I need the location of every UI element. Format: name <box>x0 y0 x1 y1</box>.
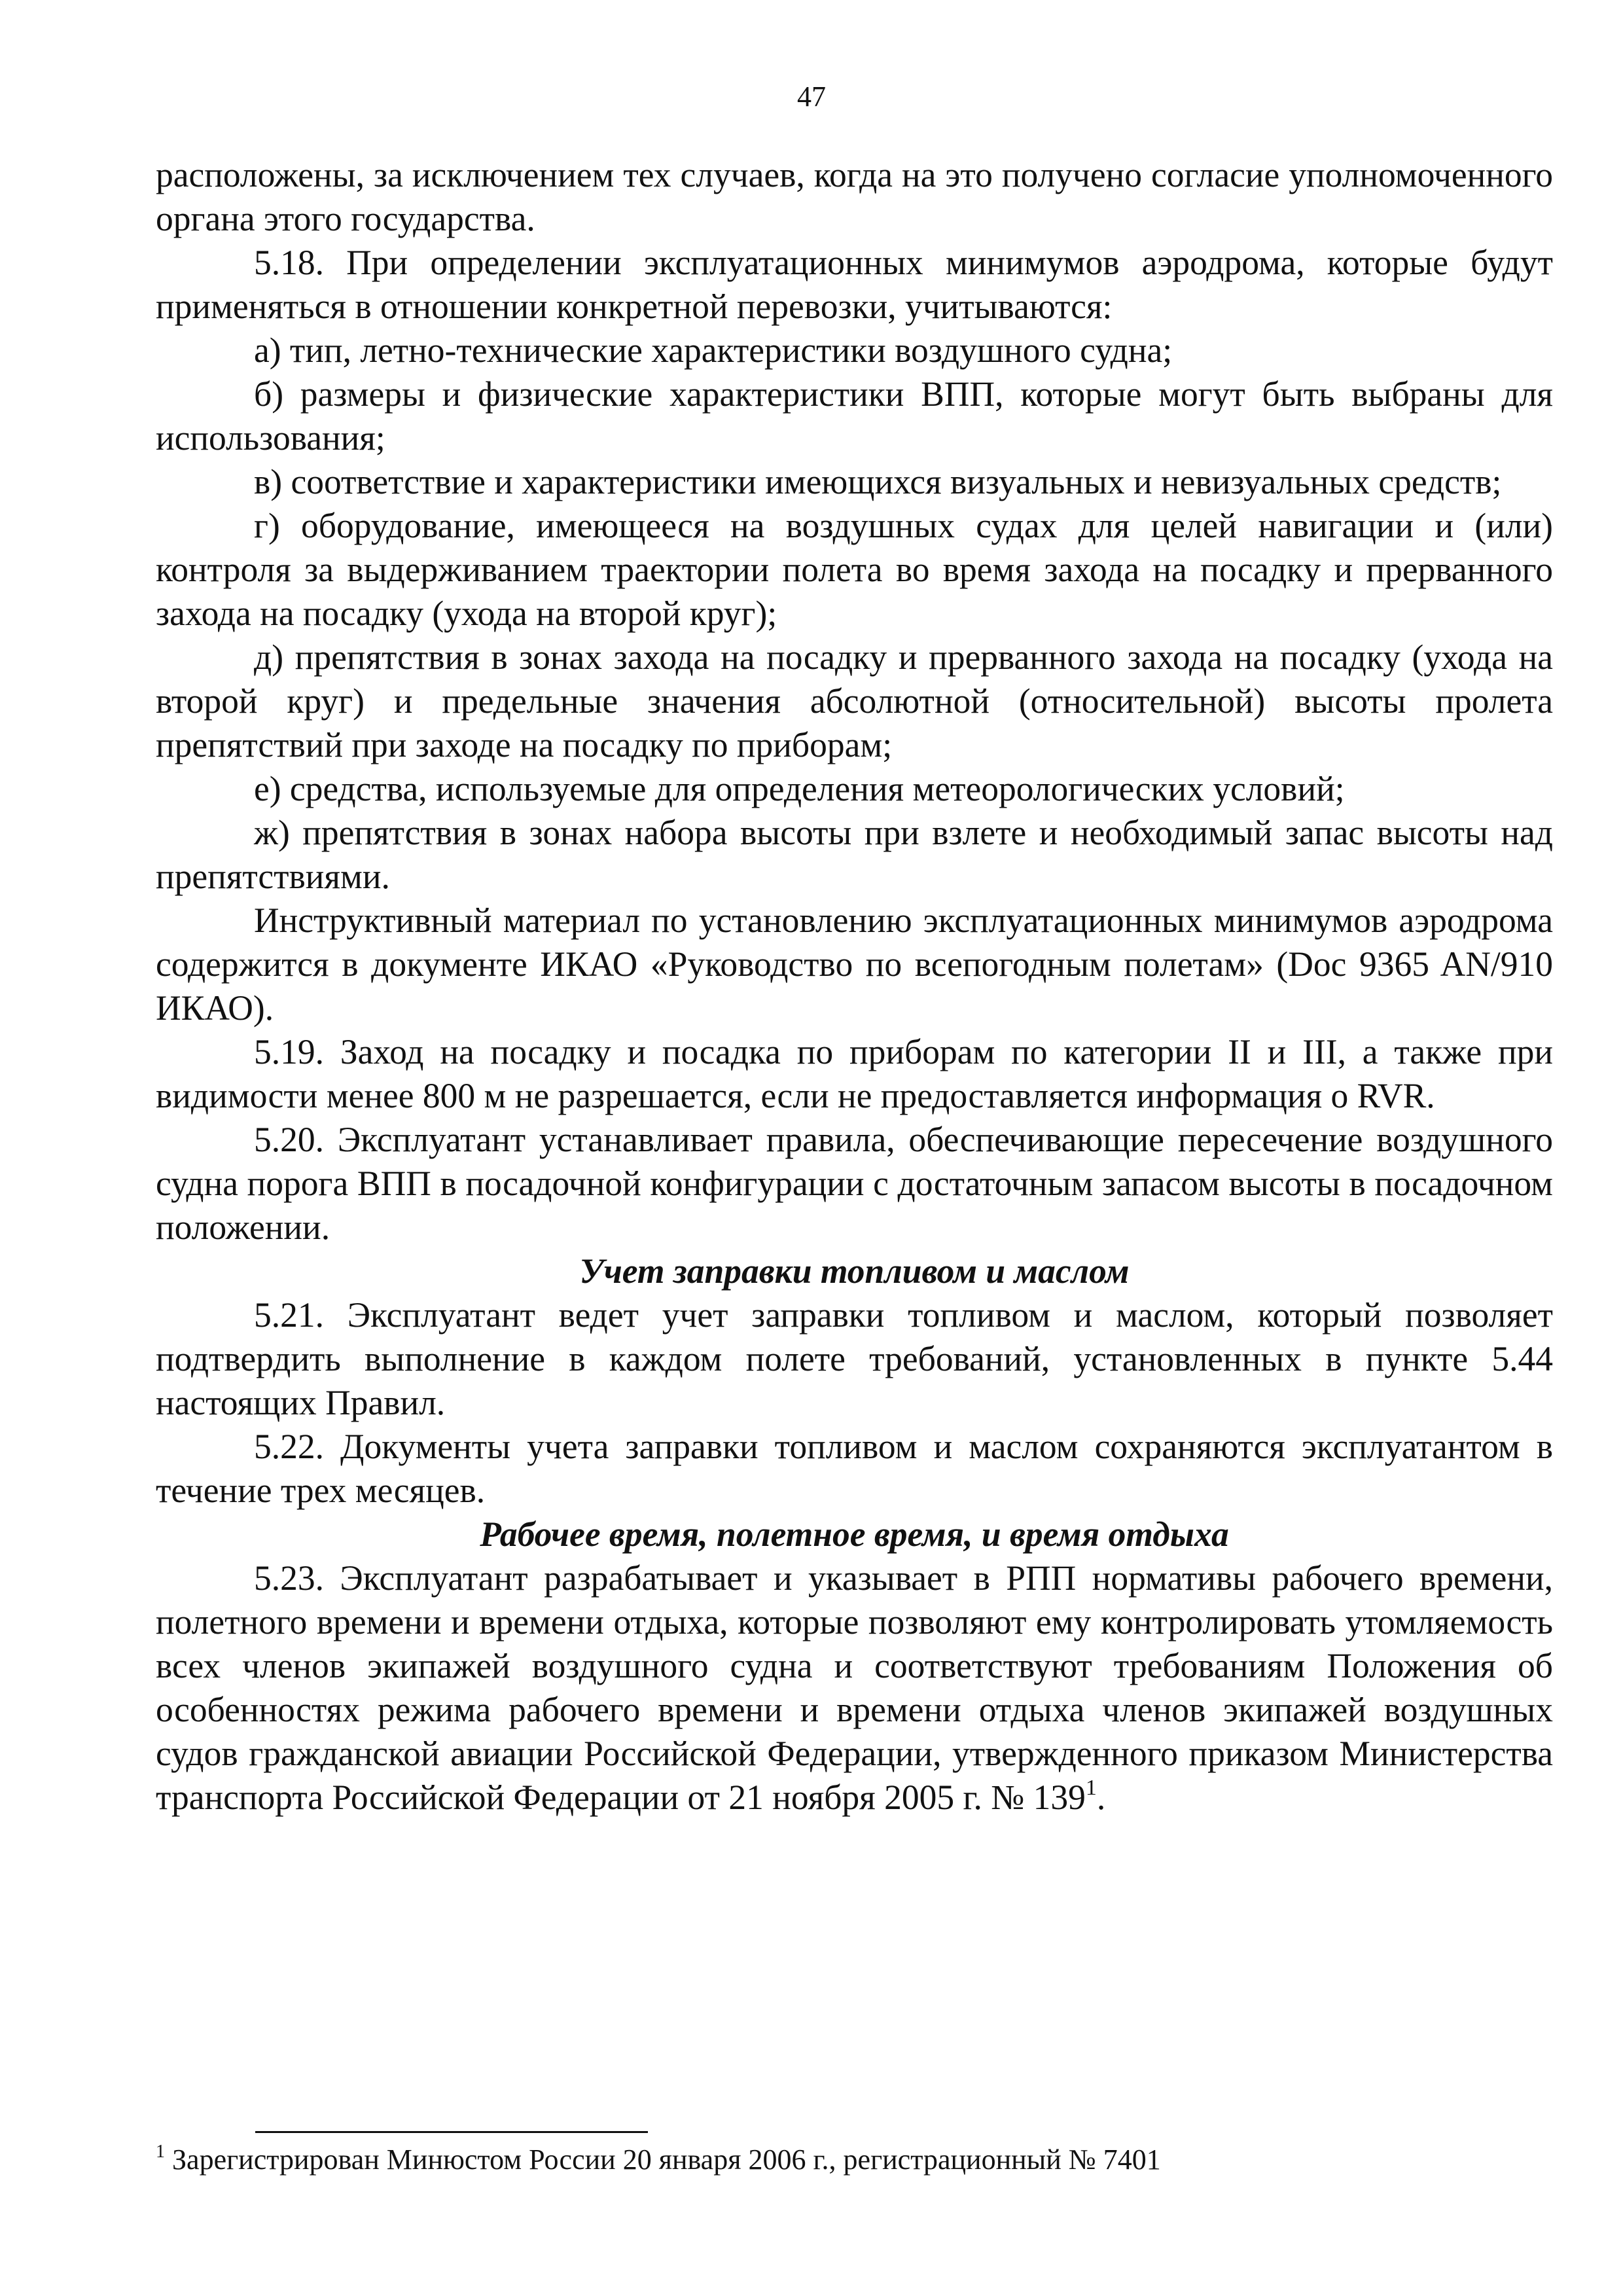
paragraph: б) размеры и физические характеристики ВПП, которые могут быть выбраны для использования; <box>156 374 1553 457</box>
paragraph-5-23 <box>156 1556 1553 1820</box>
paragraph: расположены, за исключением тех случаев, когда на это получено согласие уполномоченного органа этого государства. <box>156 155 1553 238</box>
paragraph: г) оборудование, имеющееся на воздушных судах для целей навигации и (или) контроля за выдерживанием траектории полета во время захода на посадку и прерванного захода на посадку (ухода на второй круг); <box>156 506 1553 633</box>
section-heading-worktime: Рабочее время, полетное время, и время отдыха <box>480 1515 1229 1554</box>
paragraph: в) соответствие и характеристики имеющихся визуальных и невизуальных средств; <box>254 462 1502 501</box>
paragraph: ж) препятствия в зонах набора высоты при взлете и необходимый запас высоты над препятствиями. <box>156 813 1553 896</box>
document-body <box>156 153 1553 1820</box>
paragraph: 5.21. Эксплуатант ведет учет заправки топливом и маслом, который позволяет подтвердить выполнение в каждом полете требований, установленных в пункте 5.44 настоящих Правил. <box>156 1295 1553 1422</box>
paragraph-group-2 <box>156 1293 1553 1513</box>
paragraph-5-23-end: . <box>1096 1778 1106 1817</box>
paragraph: 5.20. Эксплуатант устанавливает правила, обеспечивающие пересечение воздушного судна порога ВПП в посадочной конфигурации с достаточным запасом высоты в посадочном положении. <box>156 1120 1553 1247</box>
footnote-text: Зарегистрирован Минюстом России 20 января 2006 г., регистрационный № 7401 <box>165 2144 1161 2176</box>
footnote-reference[interactable]: 1 <box>1085 1776 1097 1800</box>
paragraph: е) средства, используемые для определения метеорологических условий; <box>254 769 1345 808</box>
paragraph: д) препятствия в зонах захода на посадку и прерванного захода на посадку (ухода на второй круг) и предельные значения абсолютной (относительной) высоты пролета препятствий при заходе на посадку по приборам; <box>156 637 1553 764</box>
paragraph-group-1 <box>156 153 1553 1249</box>
footnote-marker: 1 <box>156 2142 165 2162</box>
section-heading-fuel: Учет заправки топливом и маслом <box>579 1251 1130 1291</box>
footnote <box>156 2140 1553 2179</box>
paragraph: 5.19. Заход на посадку и посадка по приборам по категории II и III, а также при видимости менее 800 м не разрешается, если не предоставляется информация о RVR. <box>156 1032 1553 1115</box>
page-number: 47 <box>797 81 826 113</box>
paragraph: 5.22. Документы учета заправки топливом и маслом сохраняются эксплуатантом в течение трех месяцев. <box>156 1427 1553 1510</box>
paragraph-5-23-text: 5.23. Эксплуатант разрабатывает и указывает в РПП нормативы рабочего времени, полетного времени и времени отдыха, которые позволяют ему контролировать утомляемость всех членов экипажей воздушного судна и соответствуют требованиям Положения об особенностях режима рабочего времени и времени отдыха членов экипажей воздушных судов гражданской авиации Российской Федерации, утвержденного приказом Министерства транспорта Российской Федерации от 21 ноября 2005 г. № 139 <box>156 1558 1553 1817</box>
paragraph: а) тип, летно-технические характеристики воздушного судна; <box>254 331 1173 370</box>
footnote-separator <box>255 2131 648 2133</box>
paragraph: Инструктивный материал по установлению эксплуатационных минимумов аэродрома содержится в документе ИКАО «Руководство по всепогодным полетам» (Doc 9365 AN/910 ИКАО). <box>156 901 1553 1028</box>
paragraph: 5.18. При определении эксплуатационных минимумов аэродрома, которые будут применяться в отношении конкретной перевозки, учитываются: <box>156 243 1553 326</box>
